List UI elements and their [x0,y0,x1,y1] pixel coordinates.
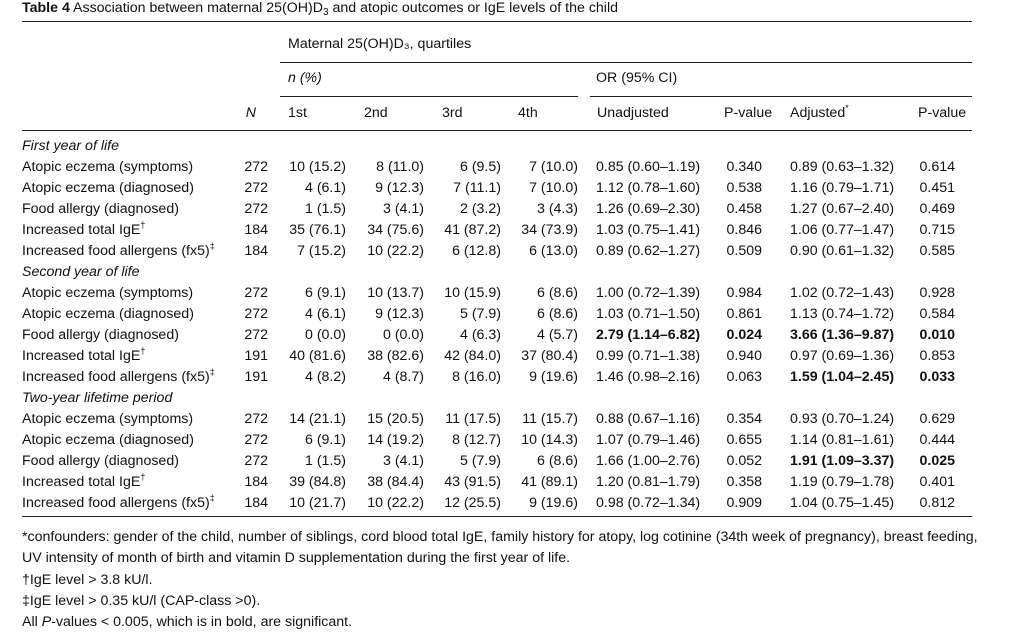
cell-p-u: 0.655 [726,432,762,448]
section-title: First year of life [22,138,119,154]
cell-or-a: 1.19 (0.79–1.78) [790,474,895,490]
cell-or-u: 0.89 (0.62–1.27) [596,243,701,259]
cell-or-a: 1.91 (1.09–3.37) [790,453,895,469]
cell-or-a: 1.04 (0.75–1.45) [790,495,895,511]
cell-q4: 9 (19.6) [529,369,578,385]
table-caption [22,0,618,20]
cell-q2: 14 (19.2) [367,432,424,448]
cell-q3: 11 (17.5) [445,411,501,427]
cell-q4: 6 (8.6) [536,453,578,469]
cell-p-a: 0.033 [919,369,955,385]
header-or-ci: OR (95% CI) [596,70,678,86]
cell-or-a: 1.16 (0.79–1.71) [790,180,895,196]
cell-or-u: 0.85 (0.60–1.19) [596,159,701,175]
cell-N: 272 [244,327,268,343]
cell-q3: 8 (12.7) [452,432,501,448]
cell-q4: 6 (8.6) [536,285,578,301]
header-unadjusted: Unadjusted [597,105,669,121]
cell-q4: 6 (8.6) [536,306,578,322]
cell-p-u: 0.984 [726,285,762,301]
cell-q4: 7 (10.0) [529,180,578,196]
cell-N: 272 [244,453,268,469]
row-label [22,241,215,261]
cell-q4: 3 (4.3) [536,201,578,217]
cell-N: 272 [244,201,268,217]
cell-q3: 42 (84.0) [444,348,501,364]
cell-q3: 12 (25.5) [444,495,501,511]
cell-N: 191 [244,348,268,364]
cell-N: 184 [244,495,268,511]
cell-or-u: 1.20 (0.81–1.79) [596,474,701,490]
header-q3: 3rd [442,105,463,121]
cell-q3: 6 (12.8) [452,243,501,259]
row-label-text: Atopic eczema (symptoms) [22,159,194,175]
cell-q4: 4 (5.7) [536,327,578,343]
cell-p-a: 0.853 [919,348,955,364]
cell-p-a: 0.451 [919,180,955,196]
cell-p-u: 0.052 [726,453,762,469]
header-N: N [245,105,256,121]
cell-q2: 4 (8.7) [382,369,424,385]
cell-or-u: 1.12 (0.78–1.60) [596,180,701,196]
row-label-text: Increased total IgE [22,474,141,490]
cell-q3: 4 (6.3) [459,327,501,343]
row-label [22,220,145,240]
cell-or-u: 0.88 (0.67–1.16) [596,411,701,427]
cell-N: 184 [244,243,268,259]
footnote-double-dagger: ‡IgE level > 0.35 kU/l (CAP-class >0). [22,593,261,609]
row-label-text: Food allergy (diagnosed) [22,453,179,469]
cell-or-a: 1.59 (1.04–2.45) [790,369,895,385]
cell-or-a: 1.14 (0.81–1.61) [790,432,895,448]
header-q4: 4th [518,105,538,121]
cell-or-u: 0.98 (0.72–1.34) [596,495,701,511]
cell-p-a: 0.585 [919,243,955,259]
cell-or-u: 0.99 (0.71–1.38) [596,348,701,364]
cell-q3: 8 (16.0) [452,369,501,385]
row-label-text: Increased total IgE [22,222,141,238]
row-label [22,325,179,345]
cell-q2: 9 (12.3) [375,306,424,322]
cell-q2: 38 (82.6) [367,348,424,364]
section-title: Two-year lifetime period [22,390,173,406]
cell-p-u: 0.909 [726,495,762,511]
cell-or-a: 3.66 (1.36–9.87) [790,327,895,343]
cell-q4: 7 (10.0) [529,159,578,175]
cell-or-u: 1.03 (0.75–1.41) [596,222,701,238]
row-label-text: Food allergy (diagnosed) [22,201,179,217]
cell-q1: 1 (1.5) [304,201,346,217]
cell-N: 191 [244,369,268,385]
cell-q1: 40 (81.6) [289,348,346,364]
cell-or-a: 0.90 (0.61–1.32) [790,243,895,259]
cell-q2: 10 (22.2) [367,243,424,259]
cell-N: 272 [244,285,268,301]
row-label-text: Increased total IgE [22,348,141,364]
cell-N: 272 [244,180,268,196]
cell-p-a: 0.928 [919,285,955,301]
header-n-percent: n (%) [288,70,322,86]
cell-q1: 4 (6.1) [304,180,346,196]
significance-text-pre: All [22,614,42,630]
cell-q3: 10 (15.9) [444,285,501,301]
or-rule [590,96,972,97]
cell-p-u: 0.861 [726,306,762,322]
cell-p-a: 0.812 [919,495,955,511]
cell-q4: 6 (13.0) [529,243,578,259]
cell-q1: 4 (8.2) [304,369,346,385]
caption-text-post: and atopic outcomes or IgE levels of the child [328,0,618,16]
row-footnote-mark: † [140,346,146,356]
cell-or-a: 0.89 (0.63–1.32) [790,159,895,175]
row-label [22,493,215,513]
cell-q4: 10 (14.3) [521,432,578,448]
row-label-text: Atopic eczema (symptoms) [22,411,194,427]
footnote-dagger: †IgE level > 3.8 kU/l. [22,572,153,588]
top-rule [22,21,972,22]
cell-q4: 41 (89.1) [521,474,578,490]
cell-p-u: 0.538 [726,180,762,196]
cell-p-a: 0.715 [919,222,955,238]
cell-q1: 6 (9.1) [304,285,346,301]
cell-q1: 39 (84.8) [289,474,346,490]
cell-q1: 10 (21.7) [289,495,346,511]
cell-q3: 6 (9.5) [459,159,501,175]
cell-q2: 3 (4.1) [382,201,424,217]
significance-p-italic: P [41,614,52,630]
row-label [22,157,193,177]
cell-q3: 43 (91.5) [444,474,501,490]
cell-q2: 38 (84.4) [367,474,424,490]
cell-q1: 7 (15.2) [297,243,346,259]
cell-p-a: 0.025 [919,453,955,469]
cell-q4: 37 (80.4) [521,348,578,364]
row-label [22,367,215,387]
cell-N: 184 [244,222,268,238]
row-label [22,283,193,303]
cell-q1: 10 (15.2) [289,159,346,175]
group-rule [280,62,972,63]
row-label-text: Atopic eczema (diagnosed) [22,180,194,196]
cell-p-u: 0.354 [726,411,762,427]
cell-p-a: 0.469 [919,201,955,217]
cell-p-a: 0.584 [919,306,955,322]
cell-or-a: 1.13 (0.74–1.72) [790,306,895,322]
header-q1: 1st [288,105,307,121]
n-percent-rule [280,96,578,97]
cell-or-a: 0.97 (0.69–1.36) [790,348,895,364]
row-label [22,304,194,324]
cell-q2: 15 (20.5) [367,411,424,427]
row-label-text: Atopic eczema (diagnosed) [22,432,194,448]
significance-text-post: -values < 0.005, which is in bold, are significant. [51,614,353,630]
cell-p-u: 0.358 [726,474,762,490]
caption-label: Table 4 [22,0,70,16]
cell-q1: 6 (9.1) [304,432,346,448]
row-label [22,430,194,450]
cell-N: 272 [244,306,268,322]
cell-p-a: 0.629 [919,411,955,427]
cell-p-u: 0.940 [726,348,762,364]
cell-p-u: 0.846 [726,222,762,238]
row-label-text: Increased food allergens (fx5) [22,243,210,259]
cell-or-u: 1.00 (0.72–1.39) [596,285,701,301]
header-pvalue-adjusted: P-value [918,105,967,121]
footnote-significance [22,612,352,632]
header-group-label: Maternal 25(OH)D₃, quartiles [288,36,472,52]
cell-q1: 4 (6.1) [304,306,346,322]
section-title: Second year of life [22,264,140,280]
cell-or-a: 1.06 (0.77–1.47) [790,222,895,238]
cell-q1: 1 (1.5) [304,453,346,469]
cell-q4: 9 (19.6) [529,495,578,511]
cell-p-u: 0.458 [726,201,762,217]
header-pvalue-unadjusted: P-value [724,105,773,121]
row-label [22,472,145,492]
footnote-confounders: *confounders: gender of the child, number of siblings, cord blood total IgE, family history for atopy, log cotinine (34th week of pregnancy), breast feeding, UV intensity of month of birth and vitamin D supplementation during the first year of life. [22,529,978,566]
row-footnote-mark: ‡ [209,241,215,251]
cell-q2: 8 (11.0) [376,159,424,175]
header-q2: 2nd [364,105,388,121]
cell-q2: 0 (0.0) [382,327,424,343]
cell-q3: 41 (87.2) [444,222,501,238]
cell-or-a: 0.93 (0.70–1.24) [790,411,895,427]
row-label-text: Atopic eczema (symptoms) [22,285,194,301]
adjusted-footnote-mark: * [845,103,849,113]
cell-or-u: 1.07 (0.79–1.46) [596,432,701,448]
cell-p-u: 0.340 [726,159,762,175]
row-footnote-mark: † [140,472,146,482]
cell-q1: 35 (76.1) [289,222,346,238]
header-adjusted-label: Adjusted [790,105,846,121]
cell-or-u: 1.46 (0.98–2.16) [596,369,701,385]
cell-q1: 14 (21.1) [289,411,346,427]
cell-q4: 34 (73.9) [521,222,578,238]
header-rule [22,130,972,131]
row-label [22,178,194,198]
row-label [22,199,179,219]
row-label-text: Increased food allergens (fx5) [22,369,210,385]
cell-N: 272 [244,411,268,427]
cell-q2: 9 (12.3) [375,180,424,196]
cell-or-u: 1.66 (1.00–2.76) [596,453,701,469]
cell-N: 184 [244,474,268,490]
cell-p-u: 0.063 [726,369,762,385]
cell-q3: 2 (3.2) [459,201,501,217]
cell-q1: 0 (0.0) [304,327,346,343]
bottom-rule [22,516,972,517]
row-footnote-mark: ‡ [209,367,215,377]
cell-q2: 34 (75.6) [367,222,424,238]
cell-q3: 5 (7.9) [459,306,501,322]
cell-q3: 7 (11.1) [453,180,501,196]
cell-q3: 5 (7.9) [459,453,501,469]
cell-q2: 10 (22.2) [367,495,424,511]
cell-or-u: 2.79 (1.14–6.82) [596,327,701,343]
cell-p-u: 0.509 [726,243,762,259]
cell-q2: 3 (4.1) [382,453,424,469]
cell-or-u: 1.26 (0.69–2.30) [596,201,701,217]
row-footnote-mark: ‡ [209,493,215,503]
cell-q2: 10 (13.7) [367,285,424,301]
cell-p-a: 0.010 [919,327,955,343]
header-adjusted [790,103,849,123]
cell-p-a: 0.401 [919,474,955,490]
cell-or-u: 1.03 (0.71–1.50) [596,306,701,322]
row-footnote-mark: † [140,220,146,230]
caption-text-pre: Association between maternal 25(OH)D [73,0,323,16]
row-label-text: Atopic eczema (diagnosed) [22,306,194,322]
row-label-text: Food allergy (diagnosed) [22,327,179,343]
cell-p-u: 0.024 [726,327,762,343]
cell-p-a: 0.614 [919,159,955,175]
row-label [22,409,193,429]
cell-N: 272 [244,432,268,448]
cell-or-a: 1.27 (0.67–2.40) [790,201,895,217]
row-label [22,346,145,366]
cell-q4: 11 (15.7) [522,411,578,427]
row-label [22,451,179,471]
cell-or-a: 1.02 (0.72–1.43) [790,285,895,301]
row-label-text: Increased food allergens (fx5) [22,495,210,511]
cell-p-a: 0.444 [919,432,955,448]
caption-subscript: 3 [323,7,329,18]
cell-N: 272 [244,159,268,175]
